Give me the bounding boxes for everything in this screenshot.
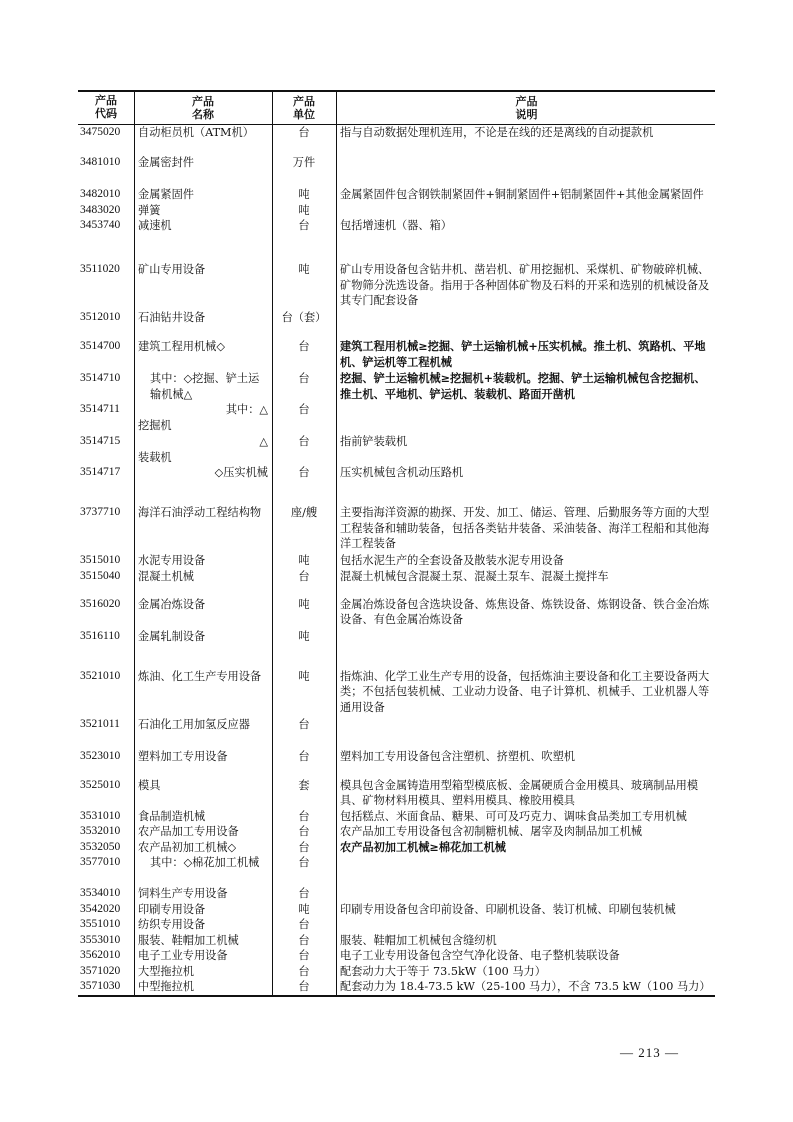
table-row xyxy=(78,125,715,155)
product-code: 3531010 xyxy=(80,809,121,822)
product-unit: 吨 xyxy=(298,203,310,217)
product-name: 饲料生产专用设备 xyxy=(138,887,228,900)
product-unit: 台 xyxy=(298,933,310,947)
product-description xyxy=(336,155,715,187)
header-desc: 产品 说明 xyxy=(515,95,538,121)
product-code: 3525010 xyxy=(80,778,121,791)
table-row xyxy=(78,778,715,809)
product-description: 压实机械包含机动压路机 xyxy=(340,466,464,479)
product-unit: 台 xyxy=(298,980,310,993)
product-unit: 座/艘 xyxy=(290,506,318,519)
product-description: 印刷专用设备包含印前设备、印刷机设备、装订机械、印刷包装机械 xyxy=(340,902,676,916)
product-name: 建筑工程用机械◇ xyxy=(138,340,225,353)
product-name: 金属轧制设备 xyxy=(138,629,206,643)
product-code: 3511020 xyxy=(80,263,120,275)
product-name: 炼油、化工生产专用设备 xyxy=(138,669,262,683)
product-unit: 台 xyxy=(298,403,310,416)
product-name: ◇压实机械 xyxy=(214,466,268,479)
product-code: 3521011 xyxy=(80,717,120,730)
product-name: 海洋石油浮动工程结构物 xyxy=(138,506,262,519)
product-description: 金属冶炼设备包含选块设备、炼焦设备、炼铁设备、炼钢设备、铁合金冶炼设备、有色金属冶炼设备 xyxy=(340,597,710,626)
product-code: 3532010 xyxy=(80,825,121,837)
product-description xyxy=(336,629,715,669)
product-description: 服装、鞋帽加工机械包含缝纫机 xyxy=(340,933,497,947)
table-row xyxy=(78,979,715,995)
product-code: 3483020 xyxy=(80,203,121,216)
product-code: 3516020 xyxy=(80,597,121,610)
product-code: 3534010 xyxy=(80,887,121,899)
product-name: 其中：◇挖掘、铲土运输机械△ xyxy=(150,372,260,401)
product-unit: 台 xyxy=(298,840,310,854)
product-name: 金属冶炼设备 xyxy=(138,597,206,611)
product-description xyxy=(336,717,715,749)
table-row xyxy=(78,917,715,933)
table-row xyxy=(78,840,715,856)
table-row xyxy=(78,553,715,569)
product-code: 3553010 xyxy=(80,933,121,946)
table-row xyxy=(78,310,715,339)
product-unit: 吨 xyxy=(298,597,310,611)
table-row xyxy=(78,933,715,949)
product-description xyxy=(336,402,715,434)
product-description: 配套动力为 18.4-73.5 kW（25-100 马力），不含 73.5 kW（100 马力） xyxy=(340,980,711,993)
product-name: 纺织专用设备 xyxy=(138,918,206,931)
product-code: 3515040 xyxy=(80,569,121,582)
table-row xyxy=(78,717,715,749)
product-name: 水泥专用设备 xyxy=(138,554,206,567)
table-row xyxy=(78,749,715,778)
product-description: 金属紧固件包含钢铁制紧固件+铜制紧固件+铝制紧固件+其他金属紧固件 xyxy=(340,188,704,201)
product-unit: 吨 xyxy=(298,669,310,683)
product-description: 指与自动数据处理机连用，不论是在线的还是离线的自动提款机 xyxy=(340,126,654,139)
product-unit: 台 xyxy=(298,717,310,731)
product-code: 3515010 xyxy=(80,554,121,566)
product-code: 3532050 xyxy=(80,840,121,853)
product-name: 弹簧 xyxy=(138,203,161,217)
product-name: 电子工业专用设备 xyxy=(138,949,228,962)
table-row xyxy=(78,262,715,310)
table-row xyxy=(78,505,715,553)
product-unit: 台 xyxy=(298,435,310,448)
product-name: 服装、鞋帽加工机械 xyxy=(138,933,239,947)
product-description: 包括糕点、米面食品、糖果、可可及巧克力、调味食品类加工专用机械 xyxy=(340,809,687,823)
product-code: 3577010 xyxy=(80,856,121,868)
product-code: 3562010 xyxy=(80,949,121,961)
product-unit: 万件 xyxy=(292,156,316,169)
product-description: 挖掘、铲土运输机械≥挖掘机+装载机。挖掘、铲土运输机械包含挖掘机、推土机、平地机、铲运机、装载机、路面开凿机 xyxy=(340,371,706,401)
product-unit: 台 xyxy=(298,569,310,583)
product-unit: 台 xyxy=(298,964,310,978)
product-code: 3481010 xyxy=(80,156,121,168)
product-name: 农产品加工专用设备 xyxy=(138,825,239,838)
product-description: 主要指海洋资源的勘探、开发、加工、储运、管理、后勤服务等方面的大型工程装备和辅助装备，包括各类钻井装备、采油装备、海洋工程船和其他海洋工程装备 xyxy=(340,506,710,550)
table-row xyxy=(78,886,715,902)
product-code: 3514700 xyxy=(80,340,121,352)
product-code: 3514717 xyxy=(80,466,121,478)
header-code: 产品 代码 xyxy=(95,95,117,120)
product-description xyxy=(336,855,715,886)
table-row xyxy=(78,218,715,262)
product-name: 模具 xyxy=(138,778,161,792)
table-row xyxy=(78,434,715,465)
table-body xyxy=(78,125,715,997)
product-description: 塑料加工专用设备包含注塑机、挤塑机、吹塑机 xyxy=(340,749,575,763)
product-unit: 吨 xyxy=(298,263,310,276)
product-unit: 台 xyxy=(298,856,310,869)
product-unit: 台 xyxy=(298,887,310,900)
product-code: 3512010 xyxy=(80,311,121,323)
product-description: 包括增速机（器、箱） xyxy=(340,219,452,232)
product-name: △ 装载机 xyxy=(138,435,268,464)
product-name: 石油钻井设备 xyxy=(138,311,206,324)
product-name: 农产品初加工机械◇ xyxy=(138,840,237,854)
product-unit: 台 xyxy=(298,749,310,763)
table-row xyxy=(78,155,715,187)
product-unit: 台 xyxy=(298,949,310,962)
product-name: 其中：△ 挖掘机 xyxy=(138,403,268,432)
page-number: — 213 — xyxy=(620,1045,679,1060)
table-row xyxy=(78,569,715,597)
table-row xyxy=(78,809,715,825)
product-unit: 吨 xyxy=(298,902,310,916)
table-row xyxy=(78,465,715,505)
product-description: 指炼油、化学工业生产专用的设备，包括炼油主要设备和化工主要设备两大类；不包括包装机械、工业动力设备、电子计算机、机械手、工业机器人等通用设备 xyxy=(340,669,710,714)
product-description: 配套动力大于等于 73.5kW（100 马力） xyxy=(340,964,546,978)
product-unit: 吨 xyxy=(298,629,310,643)
product-code: 3475020 xyxy=(80,126,121,138)
product-unit: 台 xyxy=(298,825,310,838)
product-unit: 台 xyxy=(298,466,310,479)
product-unit: 台 xyxy=(298,372,310,385)
product-name: 中型拖拉机 xyxy=(138,980,194,993)
table-row xyxy=(78,855,715,886)
product-name: 自动柜员机（ATM机） xyxy=(138,126,254,139)
product-code: 3571030 xyxy=(80,980,121,992)
product-name: 金属密封件 xyxy=(138,156,194,169)
product-code: 3482010 xyxy=(80,188,121,200)
product-code: 3514711 xyxy=(80,403,120,415)
product-code: 3521010 xyxy=(80,669,121,682)
product-description: 包括水泥生产的全套设备及散装水泥专用设备 xyxy=(340,554,564,567)
product-name: 食品制造机械 xyxy=(138,809,206,823)
product-code: 3737710 xyxy=(80,506,121,518)
table-row xyxy=(78,964,715,980)
table-row xyxy=(78,371,715,402)
product-name: 混凝土机械 xyxy=(138,569,194,583)
product-name: 金属紧固件 xyxy=(138,188,194,201)
table-row xyxy=(78,902,715,918)
product-unit: 台 xyxy=(298,809,310,823)
product-code: 3453740 xyxy=(80,219,121,231)
table-header xyxy=(78,90,715,125)
product-code: 3551010 xyxy=(80,918,121,930)
product-description: 农产品初加工机械≥棉花加工机械 xyxy=(340,839,506,854)
table-row xyxy=(78,824,715,840)
product-name: 大型拖拉机 xyxy=(138,964,194,978)
table-row xyxy=(78,948,715,964)
product-description: 矿山专用设备包含钻井机、凿岩机、矿用挖掘机、采煤机、矿物破碎机械、矿物筛分洗选设备。指用于各种固体矿物及石料的开采和选别的机械设备及其专门配套设备 xyxy=(340,263,710,307)
product-name: 其中：◇棉花加工机械 xyxy=(150,856,260,869)
product-description: 电子工业专用设备包含空气净化设备、电子整机装联设备 xyxy=(340,949,620,962)
column-divider xyxy=(272,90,273,997)
table-row xyxy=(78,203,715,219)
product-unit: 台 xyxy=(298,219,310,232)
product-description xyxy=(336,917,715,933)
product-name: 石油化工用加氢反应器 xyxy=(138,717,250,731)
product-code: 3516110 xyxy=(80,629,120,642)
product-code: 3523010 xyxy=(80,749,121,762)
table-row xyxy=(78,669,715,717)
product-description: 模具包含金属铸造用型箱型模底板、金属硬质合金用模具、玻璃制品用模具、矿物材料用模具、塑料用模具、橡胶用模具 xyxy=(340,778,699,807)
product-code: 3514710 xyxy=(80,372,121,384)
product-name: 矿山专用设备 xyxy=(138,263,206,276)
product-table xyxy=(78,90,715,997)
product-unit: 台 xyxy=(298,126,310,139)
product-unit: 套 xyxy=(298,778,310,792)
table-row xyxy=(78,597,715,629)
header-unit: 产品 单位 xyxy=(293,95,315,121)
product-description xyxy=(336,310,715,339)
product-unit: 吨 xyxy=(298,188,310,201)
product-description: 混凝土机械包含混凝土泵、混凝土泵车、混凝土搅拌车 xyxy=(340,569,609,583)
product-name: 印刷专用设备 xyxy=(138,902,206,916)
product-code: 3514715 xyxy=(80,435,121,447)
product-description xyxy=(336,203,715,219)
product-unit: 台 xyxy=(298,918,310,931)
product-name: 塑料加工专用设备 xyxy=(138,749,228,763)
product-unit: 台 xyxy=(298,340,310,353)
product-unit: 吨 xyxy=(298,554,310,567)
table-row xyxy=(78,339,715,371)
table-row xyxy=(78,402,715,434)
table-row xyxy=(78,629,715,669)
product-description: 农产品加工专用设备包含初制糖机械、屠宰及肉制品加工机械 xyxy=(340,825,643,838)
product-code: 3542020 xyxy=(80,902,121,915)
product-code: 3571020 xyxy=(80,964,121,977)
column-divider xyxy=(336,90,337,997)
header-name: 产品 名称 xyxy=(192,95,214,121)
column-divider xyxy=(134,90,135,997)
product-description: 指前铲装载机 xyxy=(340,435,408,448)
product-description xyxy=(336,886,715,902)
table-row xyxy=(78,187,715,203)
product-unit: 台（套） xyxy=(281,311,327,324)
product-name: 减速机 xyxy=(138,219,172,232)
product-description: 建筑工程用机械≥挖掘、铲土运输机械+压实机械。推土机、筑路机、平地机、铲运机等工程机械 xyxy=(340,339,706,369)
